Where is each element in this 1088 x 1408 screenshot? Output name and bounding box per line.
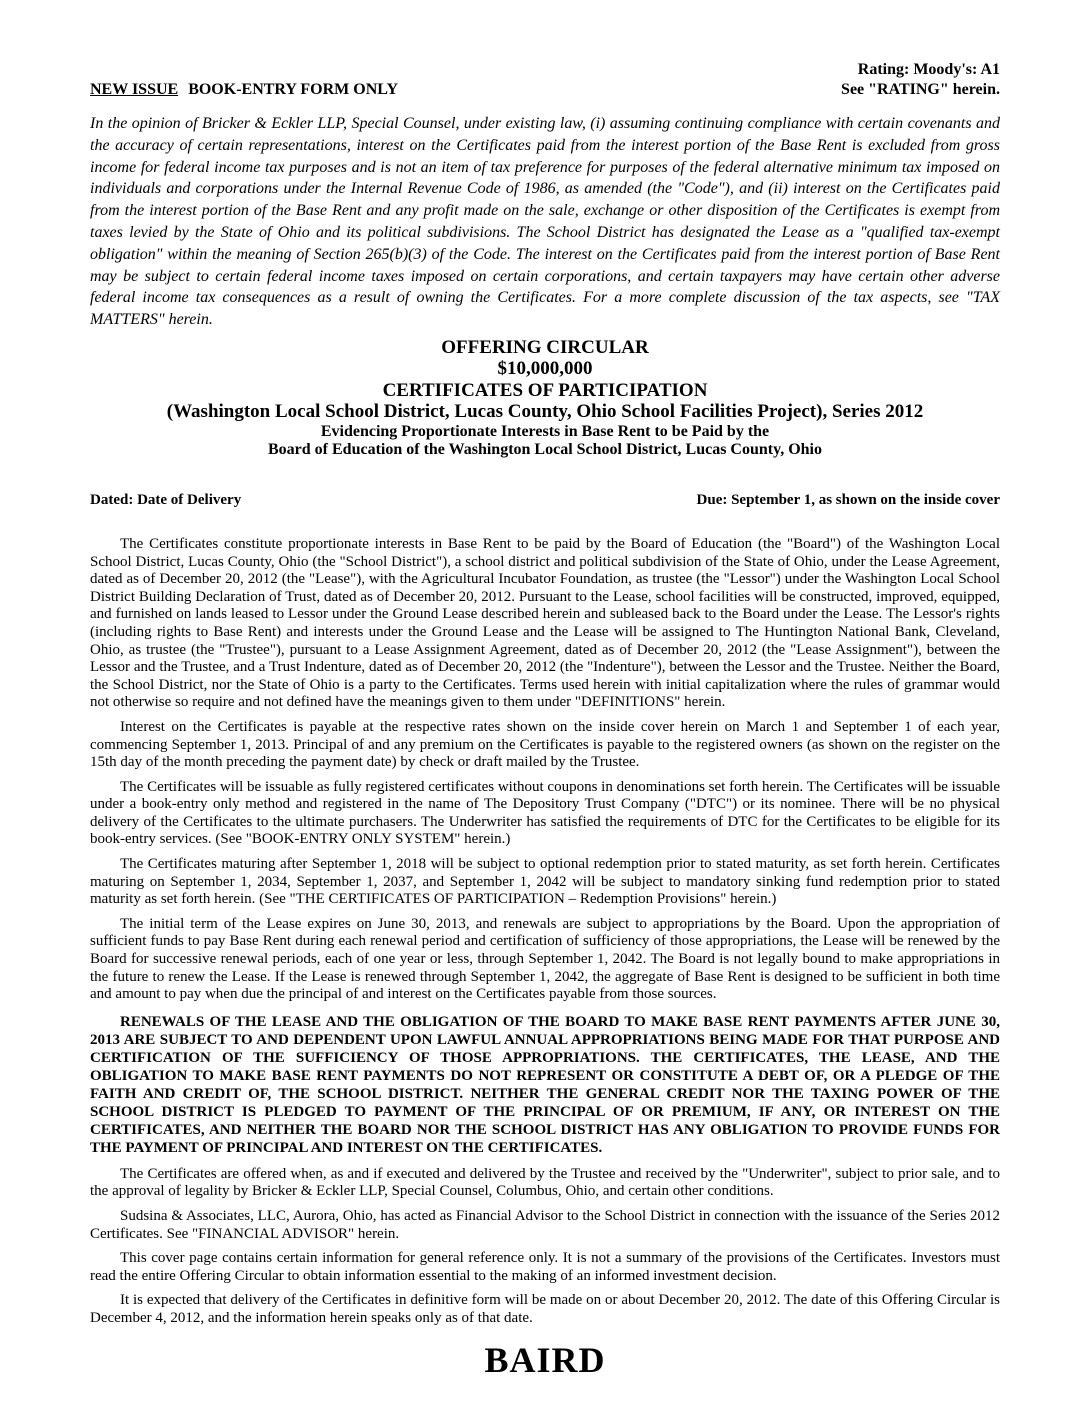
body-paragraph-redemption: The Certificates maturing after September 1, 2018 will be subject to optional redemption prior to stated maturity, as set forth herein. Certificates maturing on September 1, 2034, September 1, 2037, and September 1, 2042 will be subject to mandatory sinking fund redemption prior to stated maturity as set forth herein. (See "THE CERTIFICATES OF PARTICIPATION – Redemption Provisions" herein.) xyxy=(90,856,1000,908)
new-issue-line xyxy=(90,80,398,100)
bold-notice-paragraph: RENEWALS OF THE LEASE AND THE OBLIGATION OF THE BOARD TO MAKE BASE RENT PAYMENTS AFTER JUNE 30, 2013 ARE SUBJECT TO AND DEPENDENT UPON LAWFUL ANNUAL APPROPRIATIONS BEING MADE FOR THAT PURPOSE AND CERTIFICATION OF THE SUFFICIENCY OF THOSE APPROPRIATIONS. THE CERTIFICATES, THE LEASE, AND THE OBLIGATION TO MAKE BASE RENT PAYMENTS DO NOT REPRESENT OR CONSTITUTE A DEBT OF, OR A PLEDGE OF THE FAITH AND CREDIT OF, THE SCHOOL DISTRICT. NEITHER THE GENERAL CREDIT NOR THE TAXING POWER OF THE SCHOOL DISTRICT IS PLEDGED TO PAYMENT OF THE PRINCIPAL OF OR PREMIUM, IF ANY, OR INTEREST ON THE CERTIFICATES, AND NEITHER THE BOARD NOR THE SCHOOL DISTRICT HAS ANY OBLIGATION TO PROVIDE FUNDS FOR THE PAYMENT OF PRINCIPAL AND INTEREST ON THE CERTIFICATES. xyxy=(90,1013,1000,1156)
special-counsel-opinion: In the opinion of Bricker & Eckler LLP, Special Counsel, under existing law, (i) assuming continuing compliance with certain covenants and the accuracy of certain representations, interest on the Certificates paid from the interest portion of the Base Rent is excluded from gross income for federal income tax purposes and is not an item of tax preference for purposes of the federal alternative minimum tax imposed on individuals and corporations under the Internal Revenue Code of 1986, as amended (the "Code"), and (ii) interest on the Certificates paid from the interest portion of the Base Rent and any profit made on the sale, exchange or other disposition of the Certificates is exempt from taxes levied by the State of Ohio and its political subdivisions. The School District has designated the Lease as a "qualified tax-exempt obligation" within the meaning of Section 265(b)(3) of the Code. The interest on the Certificates paid from the interest portion of Base Rent may be subject to certain federal income taxes imposed on certain corporations, and certain taxpayers may have certain other adverse federal income tax consequences as a result of owning the Certificates. For a more complete discussion of the tax aspects, see "TAX MATTERS" herein. xyxy=(90,115,1000,329)
book-entry-label: BOOK-ENTRY FORM ONLY xyxy=(188,81,399,98)
title-project-series: (Washington Local School District, Lucas County, Ohio School Facilities Project), Series 2012 xyxy=(166,401,924,423)
rating-block xyxy=(841,60,1000,100)
document-header xyxy=(90,60,1000,100)
closing-paragraph-delivery-date: It is expected that delivery of the Certificates in definitive form will be made on or about December 20, 2012. The date of this Offering Circular is December 4, 2012, and the information herein speaks only as of that date. xyxy=(90,1292,1000,1326)
body-paragraph-book-entry: The Certificates will be issuable as fully registered certificates without coupons in denominations set forth herein. The Certificates will be issuable under a book-entry only method and registered in the name of The Depository Trust Company ("DTC") or its nominee. There will be no physical delivery of the Certificates to the ultimate purchasers. The Underwriter has satisfied the requirements of DTC for the Certificates to be eligible for its book-entry services. (See "BOOK-ENTRY ONLY SYSTEM" herein.) xyxy=(90,778,1000,848)
body-paragraph-lease-term: The initial term of the Lease expires on June 30, 2013, and renewals are subject to appropriations by the Board. Upon the appropriation of sufficient funds to pay Base Rent during each renewal period and certification of sufficiency of those appropriations, the Lease will be renewed by the Board for successive renewal periods, each of one year or less, through September 1, 2042. The Board is not legally bound to make appropriations in the future to renew the Lease. If the Lease is renewed through September 1, 2042, the aggregate of Base Rent is designed to be sufficient in both time and amount to pay when due the principal of and interest on the Certificates payable from those sources. xyxy=(90,915,1000,1003)
closing-paragraph-financial-advisor: Sudsina & Associates, LLC, Aurora, Ohio, has acted as Financial Advisor to the School District in connection with the issuance of the Series 2012 Certificates. See "FINANCIAL ADVISOR" herein. xyxy=(90,1208,1000,1242)
closing-paragraph-offered-when: The Certificates are offered when, as and if executed and delivered by the Trustee and received by the "Underwriter", subject to prior sale, and to the approval of legality by Bricker & Eckler LLP, Special Counsel, Columbus, Ohio, and certain other conditions. xyxy=(90,1165,1000,1200)
rating-note: See "RATING" herein. xyxy=(841,81,1000,98)
new-issue-label: NEW ISSUE xyxy=(90,81,179,98)
title-block xyxy=(90,337,1000,460)
dated-due-row xyxy=(90,491,1000,509)
body-paragraph-interest-payable: Interest on the Certificates is payable at the respective rates shown on the inside cover herein on March 1 and September 1 of each year, commencing September 1, 2013. Principal of and any premium on the Certificates is payable to the registered owners (as shown on the register on the 15th day of the month preceding the payment date) by check or draft mailed by the Trustee. xyxy=(90,718,1000,771)
title-offering-circular: OFFERING CIRCULAR xyxy=(441,336,649,358)
body-paragraph-certificates-constitute: The Certificates constitute proportionate interests in Base Rent to be paid by the Board of Education (the "Board") of the Washington Local School District, Lucas County, Ohio (the "School District"), a school district and political subdivision of the State of Ohio, under the Lease Agreement, dated as of December 20, 2012 (the "Lease"), with the Agricultural Incubator Foundation, as trustee (the "Lessor") under the Washington Local School District Building Declaration of Trust, dated as of December 20, 2012. Pursuant to the Lease, school facilities will be constructed, improved, equipped, and furnished on lands leased to Lessor under the Ground Lease described herein and subleased back to the Board under the Lease. The Lessor's rights (including rights to Base Rent) and interests under the Ground Lease and the Lease will be assigned to The Huntington National Bank, Cleveland, Ohio, as trustee (the "Trustee"), pursuant to a Lease Assignment Agreement, dated as of December 20, 2012 (the "Lease Assignment"), between the Lessor and the Trustee, and a Trust Indenture, dated as of December 20, 2012 (the "Indenture"), between the Lessor and the Trustee. Neither the Board, the School District, nor the State of Ohio is a party to the Certificates. Terms used herein with initial capitalization where the rules of grammar would not otherwise so require and not defined have the meanings given to them under "DEFINITIONS" herein. xyxy=(90,535,1000,711)
underwriter-logo: BAIRD xyxy=(484,1339,606,1380)
title-board-line: Board of Education of the Washington Local School District, Lucas County, Ohio xyxy=(268,441,822,459)
title-evidencing-line: Evidencing Proportionate Interests in Base Rent to be Paid by the xyxy=(320,422,770,440)
title-certificates-of-participation: CERTIFICATES OF PARTICIPATION xyxy=(382,379,708,401)
rating-line: Rating: Moody's: A1 xyxy=(857,61,1000,78)
dated-label: Dated: Date of Delivery xyxy=(90,491,242,508)
due-label: Due: September 1, as shown on the inside cover xyxy=(696,491,1000,508)
closing-paragraph-cover-page-notice: This cover page contains certain information for general reference only. It is not a summary of the provisions of the Certificates. Investors must read the entire Offering Circular to obtain information essential to the making of an informed investment decision. xyxy=(90,1250,1000,1284)
title-principal-amount: $10,000,000 xyxy=(497,358,593,380)
